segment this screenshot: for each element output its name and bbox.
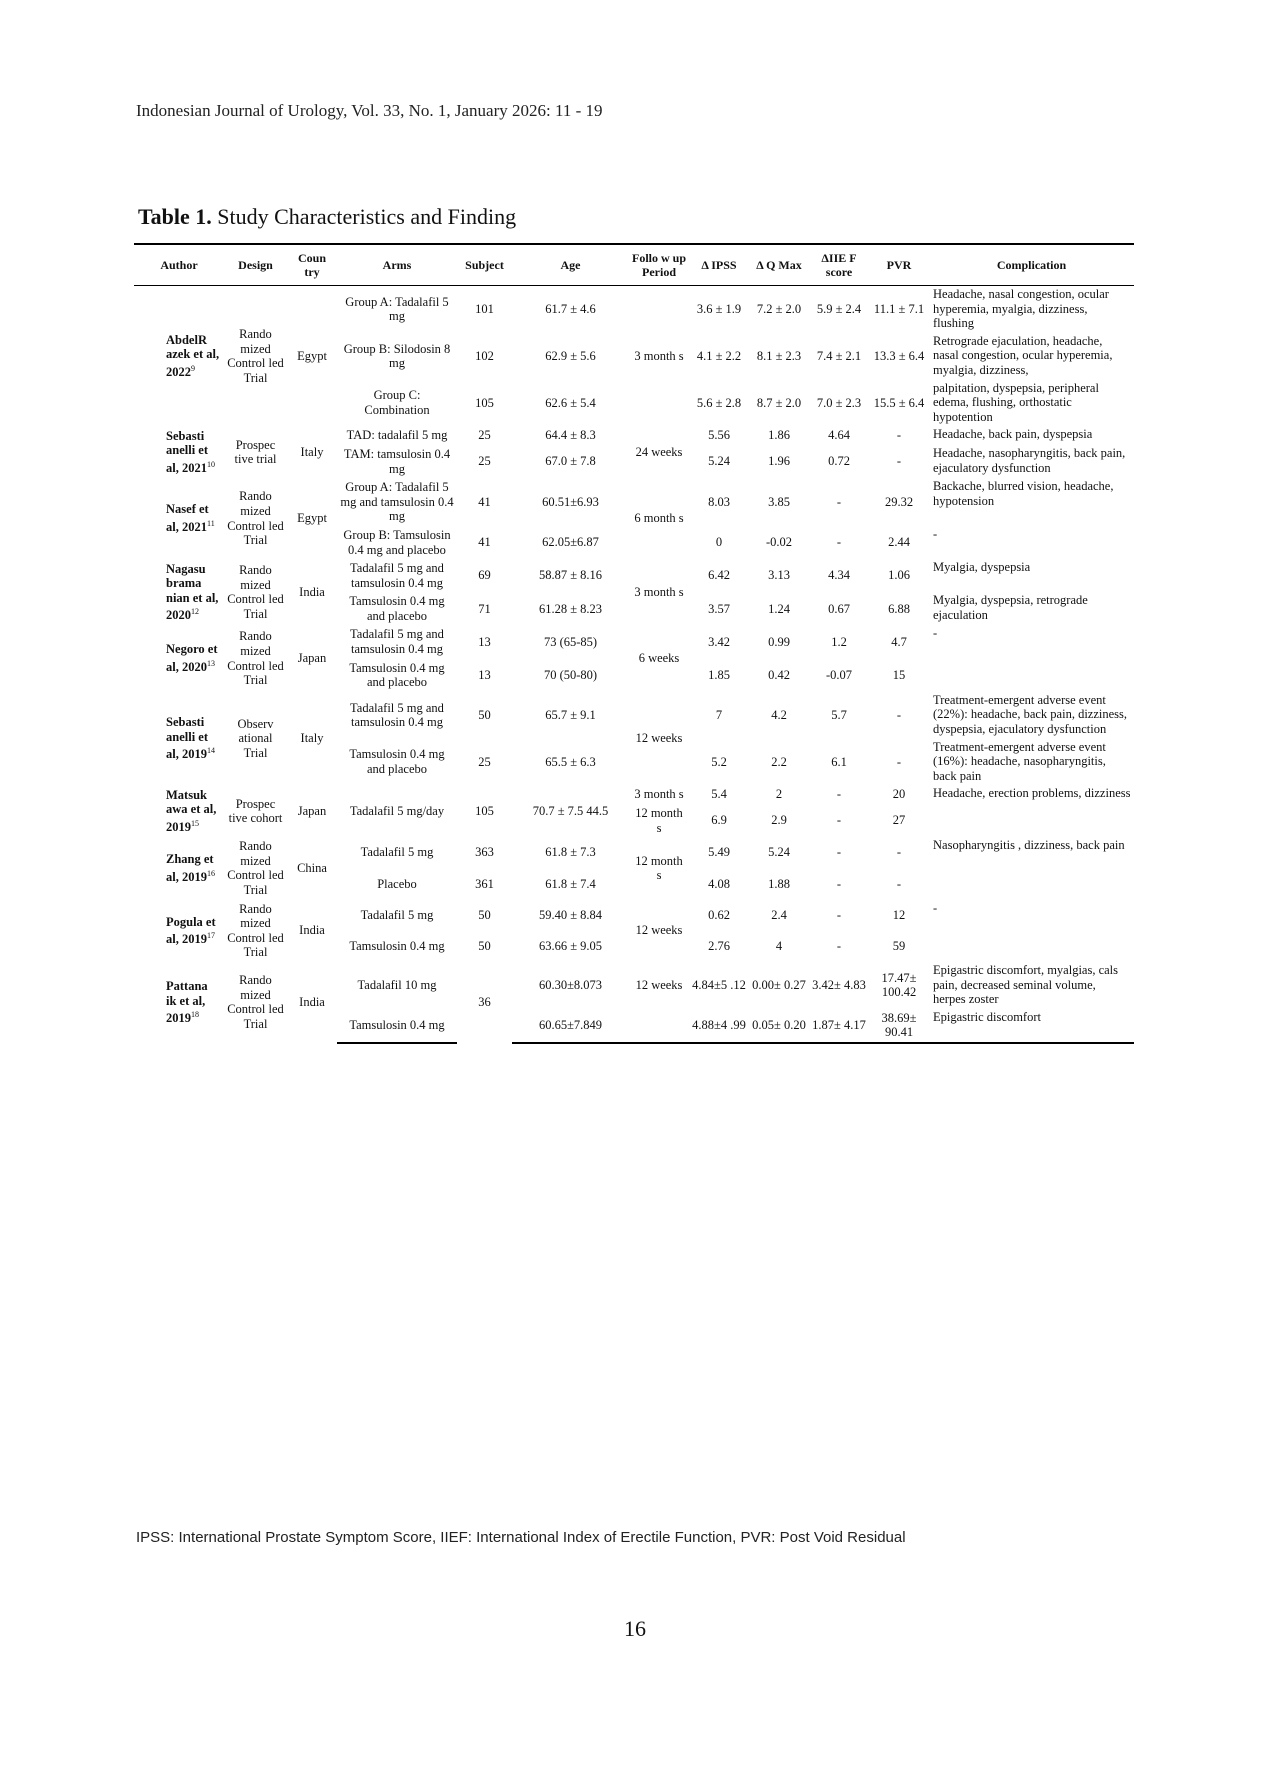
age-cell: 61.8 ± 7.3 [545,845,596,860]
age-cell: 73 (65-85) [543,634,598,649]
period-cell: 12 month s [635,853,683,883]
ipss-cell: 1.85 [708,667,730,682]
country-cell: China [297,861,327,876]
iief-cell: 6.1 [831,754,847,769]
header-follow-up: Follo w up Period [629,244,689,286]
complication-cell: Retrograde ejaculation, headache, nasal congestion, ocular hyperemia, myalgia, dizziness, [933,333,1113,377]
ipss-cell: 5.49 [708,845,730,860]
qmax-cell: 3.13 [768,568,790,583]
arm-cell: TAD: tadalafil 5 mg [346,428,448,443]
qmax-cell: 1.86 [768,428,790,443]
table-row [134,478,1134,526]
iief-cell: 7.0 ± 2.3 [816,395,862,410]
subject-cell: 41 [478,494,491,509]
iief-cell: 4.34 [828,568,850,583]
arm-cell: Tamsulosin 0.4 mg and placebo [349,660,445,690]
complication-cell: - [933,626,938,641]
qmax-cell: 2.2 [771,754,787,769]
iief-cell: 1.87± 4.17 [809,1009,869,1043]
qmax-cell: 0.42 [768,667,790,682]
table-row [134,837,1134,868]
iief-cell: 3.42± 4.83 [812,978,866,993]
ipss-cell: 5.56 [708,428,730,443]
design-cell: Rando mized Control led Trial [227,901,284,960]
table-title [138,204,516,230]
table-row [134,426,1134,445]
complication-cell: Epigastric discomfort, myalgias, cals pain, decreased seminal volume, herpes zoster [933,962,1119,1007]
header-row [134,244,1134,286]
header-pvr: PVR [869,244,929,286]
arm-cell: Tadalafil 5 mg [360,907,434,922]
author-cell: Pogula et al, 2019$^{17}$ [166,914,216,947]
arm-cell: Tadalafil 5 mg and tamsulosin 0.4 mg [350,700,444,730]
subject-cell: 361 [475,876,494,891]
period-cell: 12 weeks [635,731,683,746]
qmax-cell: 0.05± 0.20 [749,1009,809,1043]
period-cell: 6 month s [634,511,684,526]
complication-cell: Headache, erection problems, dizziness [933,786,1131,801]
ipss-cell: 5.6 ± 2.8 [696,395,742,410]
pvr-cell: 17.47± 100.42 [881,970,917,1000]
arm-cell: Group A: Tadalafil 5 mg and tamsulosin 0.4 mg [340,480,454,524]
pvr-cell: - [896,754,902,769]
arm-cell: Tadalafil 5 mg [360,845,434,860]
pvr-cell: 6.88 [888,601,910,616]
complication-cell: Epigastric discomfort [929,1009,1134,1043]
author-cell: AbdelR azek et al, 2022$^9$ [166,332,220,380]
period-cell: 12 month s [635,806,683,835]
pvr-cell: 59 [892,939,906,954]
subject-cell: 50 [478,939,491,954]
qmax-cell: 5.24 [768,845,790,860]
ipss-cell: 5.24 [708,454,730,469]
table-row [134,692,1134,739]
ipss-cell: 3.42 [708,634,730,649]
arm-cell: Tamsulosin 0.4 mg [349,939,445,954]
qmax-cell: 1.88 [768,876,790,891]
header-arms: Arms [337,244,457,286]
complication-cell: Treatment-emergent adverse event (22%): headache, back pain, dizziness, dyspepsia, ejaculatory dysfunction [933,692,1128,737]
header-qmax: Δ Q Max [749,244,809,286]
table-row [134,625,1134,658]
ipss-cell: 5.2 [711,754,727,769]
design-cell: Rando mized Control led Trial [227,973,284,1032]
country-cell: Japan [297,804,327,818]
header-subject: Subject [457,244,512,286]
age-cell: 70.7 ± 7.5 44.5 [532,804,609,818]
arm-cell: Group B: Silodosin 8 mg [343,341,451,371]
design-cell: Prospec tive cohort [228,796,283,826]
country-cell: Italy [300,444,324,459]
complication-cell: - [933,526,938,541]
age-cell: 61.28 ± 8.23 [538,601,603,616]
iief-cell: -0.07 [825,667,853,682]
qmax-cell: 4 [775,939,783,954]
age-cell: 60.65±7.849 [512,1009,629,1043]
table-row [134,962,1134,1009]
design-cell: Rando mized Control led Trial [227,839,284,897]
iief-cell: 1.2 [831,634,847,649]
period-cell: 3 month s [634,348,684,363]
country-cell: India [299,995,325,1010]
complication-cell: Treatment-emergent adverse event (16%): headache, nasopharyngitis, back pain [933,739,1106,783]
pvr-cell: 27 [892,813,906,828]
pvr-cell: - [896,428,902,443]
ipss-cell: 8.03 [708,494,730,509]
iief-cell: - [836,787,842,802]
complication-cell: Headache, nasopharyngitis, back pain, ejaculatory dysfunction [933,445,1126,475]
ipss-cell: 6.9 [711,813,727,828]
complication-cell: Headache, nasal congestion, ocular hyperemia, myalgia, dizziness, flushing [933,287,1109,331]
header-iief: ΔIIE F score [809,244,869,286]
country-cell: Egypt [297,348,327,363]
ipss-cell: 3.6 ± 1.9 [696,302,742,317]
country-cell: India [299,584,325,599]
ipss-cell: 4.08 [708,876,730,891]
header-author: Author [134,244,224,286]
period-cell: 24 weeks [635,444,683,459]
complication-cell: Myalgia, dyspepsia [933,560,1031,575]
age-cell: 65.7 ± 9.1 [545,707,596,722]
table-row [134,900,1134,931]
qmax-cell: -0.02 [765,535,793,550]
subject-cell: 105 [475,804,494,818]
age-cell: 65.5 ± 6.3 [545,754,596,769]
complication-cell [929,804,1134,837]
iief-cell: 0.72 [828,454,850,469]
country-cell: Egypt [297,511,327,526]
table-row [134,785,1134,804]
period-cell: 12 weeks [635,978,683,993]
design-cell: Rando mized Control led Trial [227,326,284,385]
qmax-cell: 8.1 ± 2.3 [756,348,802,363]
pvr-cell: - [896,876,902,891]
arm-cell: Tadalafil 5 mg and tamsulosin 0.4 mg [350,627,444,657]
complication-cell: Backache, blurred vision, headache, hypotension [933,479,1114,508]
iief-cell: 4.64 [828,428,850,443]
qmax-cell: 0.00± 0.27 [752,978,806,993]
study-characteristics-table [134,243,1134,1044]
ipss-cell: 0.62 [708,907,730,922]
qmax-cell: 3.85 [768,494,790,509]
iief-cell: - [836,907,842,922]
age-cell: 62.9 ± 5.6 [545,348,596,363]
period-cell: 12 weeks [635,923,683,938]
period-cell: 3 month s [634,787,684,802]
period-cell [629,1009,689,1043]
subject-cell: 36 [478,995,491,1010]
age-cell: 63.66 ± 9.05 [538,939,603,954]
period-cell: 6 weeks [638,651,680,666]
pvr-cell: 20 [892,787,906,802]
table-row [134,286,1134,333]
qmax-cell: 7.2 ± 2.0 [756,302,802,317]
author-cell: Nagasu brama nian et al, 2020$^{12}$ [166,561,219,623]
qmax-cell: 1.24 [768,601,790,616]
header-age: Age [512,244,629,286]
arm-cell: Tamsulosin 0.4 mg [337,1009,457,1043]
author-cell: Pattana ik et al, 2019$^{18}$ [166,978,208,1026]
ipss-cell: 4.84±5 .12 [692,978,746,993]
subject-cell: 69 [478,568,491,583]
iief-cell: - [836,535,842,550]
qmax-cell: 8.7 ± 2.0 [756,395,802,410]
qmax-cell: 2.9 [771,813,787,828]
arm-cell: Group B: Tamsulosin 0.4 mg and placebo [343,527,451,557]
age-cell: 62.6 ± 5.4 [545,395,596,410]
author-cell: Sebasti anelli et al, 2019$^{14}$ [166,715,215,762]
pvr-cell: 2.44 [888,535,910,550]
arm-cell: Tadalafil 5 mg/day [349,804,445,818]
iief-cell: - [836,939,842,954]
ipss-cell: 4.88±4 .99 [689,1009,749,1043]
author-cell: Sebasti anelli et al, 2021$^{10}$ [166,428,215,476]
design-cell: Rando mized Control led Trial [227,489,284,548]
arm-cell: Group C: Combination [364,388,430,417]
pvr-cell: - [896,845,902,860]
country-cell: Japan [297,651,327,666]
complication-cell: - [933,900,938,915]
subject-cell: 25 [478,428,491,443]
complication-cell [929,659,1134,692]
subject-cell: 105 [475,395,494,410]
header-design: Design [224,244,287,286]
pvr-cell: 38.69± 90.41 [869,1009,929,1043]
pvr-cell: 12 [892,907,906,922]
arm-cell: Tadalafil 5 mg and tamsulosin 0.4 mg [350,561,444,590]
subject-cell: 50 [478,707,491,722]
header-complication: Complication [929,244,1134,286]
author-cell: Zhang et al, 2019$^{16}$ [166,852,215,884]
subject-cell: 13 [478,634,491,649]
author-cell: Nasef et al, 2021$^{11}$ [166,502,215,535]
subject-cell: 101 [475,302,494,317]
complication-cell [929,868,1134,899]
ipss-cell: 0 [715,535,723,550]
running-head: Indonesian Journal of Urology, Vol. 33, No. 1, January 2026: 11 - 19 [136,101,603,120]
arm-cell: Placebo [377,876,417,891]
iief-cell: 0.67 [828,601,850,616]
subject-cell: 25 [478,754,491,769]
pvr-cell: - [896,707,902,722]
ipss-cell: 4.1 ± 2.2 [696,348,742,363]
table-row [134,559,1134,592]
age-cell: 70 (50-80) [543,667,598,682]
pvr-cell: 15 [892,667,906,682]
subject-cell: 71 [478,601,491,616]
ipss-cell: 7 [715,707,723,722]
complication-cell: palpitation, dyspepsia, peripheral edema, flushing, orthostatic hypotention [933,380,1099,424]
age-cell: 61.8 ± 7.4 [545,876,596,891]
pvr-cell: 29.32 [884,494,914,509]
qmax-cell: 4.2 [771,707,787,722]
header-country: Coun try [287,244,337,286]
pvr-cell: - [896,454,902,469]
author-cell: Negoro et al, 2020$^{13}$ [166,642,218,675]
subject-cell: 41 [478,535,491,550]
complication-cell: Myalgia, dyspepsia, retrograde ejaculation [933,593,1088,622]
country-cell: Italy [300,731,324,746]
subject-cell: 50 [478,907,491,922]
arm-cell: TAM: tamsulosin 0.4 mg [343,446,451,476]
design-cell: Rando mized Control led Trial [227,563,284,621]
design-cell: Observ ational Trial [237,716,274,760]
ipss-cell: 6.42 [708,568,730,583]
author-cell: Matsuk awa et al, 2019$^{15}$ [166,787,217,835]
design-cell: Prospec tive trial [234,437,277,467]
iief-cell: 7.4 ± 2.1 [816,348,862,363]
complication-cell [929,931,1134,962]
age-cell: 64.4 ± 8.3 [545,428,596,443]
qmax-cell: 1.96 [768,454,790,469]
ipss-cell: 2.76 [708,939,730,954]
pvr-cell: 4.7 [891,634,907,649]
pvr-cell: 15.5 ± 6.4 [873,395,925,410]
iief-cell: - [836,494,842,509]
table-caption: Study Characteristics and Finding [217,204,517,229]
country-cell: India [299,923,325,938]
arm-cell: Tadalafil 10 mg [357,978,437,993]
iief-cell: - [836,876,842,891]
iief-cell: - [836,813,842,828]
design-cell: Rando mized Control led Trial [227,629,284,688]
ipss-cell: 5.4 [711,787,727,802]
pvr-cell: 13.3 ± 6.4 [873,348,925,363]
qmax-cell: 2.4 [771,907,787,922]
subject-cell: 13 [478,667,491,682]
arm-cell: Tamsulosin 0.4 mg and placebo [349,594,445,623]
age-cell: 62.05±6.87 [542,535,599,550]
complication-cell: Headache, back pain, dyspepsia [933,427,1093,442]
complication-cell: Nasopharyngitis , dizziness, back pain [933,838,1125,853]
arm-cell: Group A: Tadalafil 5 mg [345,294,449,324]
pvr-cell: 1.06 [888,568,910,583]
age-cell: 58.87 ± 8.16 [538,568,603,583]
subject-cell: 25 [478,454,491,469]
arm-cell: Tamsulosin 0.4 mg and placebo [349,747,445,777]
period-cell: 3 month s [634,584,684,599]
ipss-cell: 3.57 [708,601,730,616]
table-label: Table 1. [138,204,212,229]
age-cell: 60.51±6.93 [542,494,599,509]
page-number: 16 [624,1616,646,1641]
iief-cell: 5.7 [831,707,847,722]
header-ipss: Δ IPSS [689,244,749,286]
age-cell: 59.40 ± 8.84 [538,907,603,922]
subject-cell: 363 [475,845,494,860]
iief-cell: - [836,845,842,860]
age-cell: 67.0 ± 7.8 [545,454,596,469]
pvr-cell: 11.1 ± 7.1 [873,302,925,317]
age-cell: 60.30±8.073 [538,978,603,993]
qmax-cell: 0.99 [768,634,790,649]
iief-cell: 5.9 ± 2.4 [816,302,862,317]
table-footnote: IPSS: International Prostate Symptom Score, IIEF: International Index of Erectile Function, PVR: Post Void Residual [136,1529,906,1546]
age-cell: 61.7 ± 4.6 [545,302,596,317]
subject-cell: 102 [475,348,494,363]
qmax-cell: 2 [775,787,783,802]
